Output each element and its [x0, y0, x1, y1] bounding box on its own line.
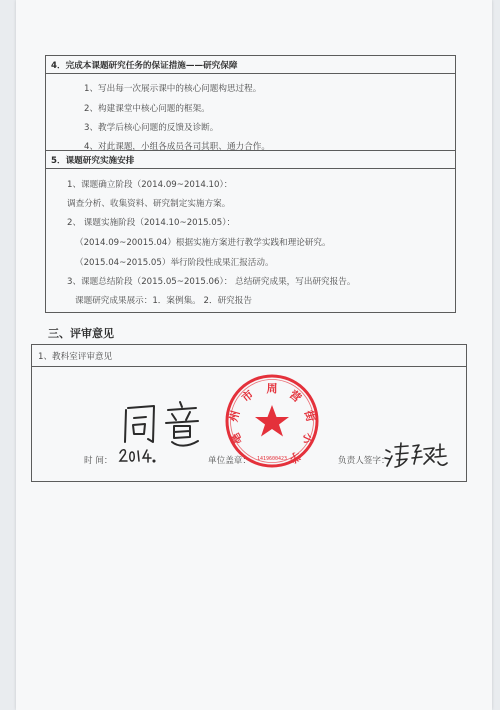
handwritten-opinion-signature: [118, 398, 210, 450]
review-heading: 三、评审意见: [48, 327, 114, 340]
review-table-bottom: [31, 481, 467, 482]
section5-line: （2015.04~2015.05）举行阶段性成果汇报活动。: [75, 258, 274, 268]
review-table-top: [31, 344, 467, 345]
official-seal-stamp: [223, 372, 321, 470]
svg-text:小: 小: [298, 430, 316, 447]
svg-text:1419600423: 1419600423: [256, 456, 288, 462]
unit-stamp-label: 单位盖章：: [208, 456, 251, 466]
section5-line: 调查分析、收集资料、研究制定实施方案。: [67, 199, 231, 209]
section5-line: 3、课题总结阶段（2015.05~2015.06）： 总结研究成果，写出研究报告。: [67, 277, 356, 287]
leader-signature-label: 负责人签字：: [338, 456, 390, 466]
section5-line: 2、 课题实施阶段（2014.10~2015.05）：: [67, 218, 236, 228]
section5-line: （2014.09~20015.04）根据实施方案进行教学实践和理论研究。: [75, 238, 331, 248]
table-border-left: [45, 55, 46, 313]
review-subheading: 1、教科室评审意见: [38, 352, 113, 362]
section5-line: 1、课题确立阶段（2014.09~2014.10）：: [67, 180, 233, 190]
svg-text:亳: 亳: [228, 430, 246, 447]
section4-item: 4、对此课题，小组各成员各司其职、通力合作。: [84, 142, 270, 152]
table-border-right: [455, 55, 456, 313]
review-table-right: [466, 344, 467, 482]
svg-text:周: 周: [266, 382, 278, 395]
section5-title: 5．课题研究实施安排: [51, 156, 135, 166]
row-divider: [45, 73, 456, 74]
svg-text:街: 街: [301, 409, 318, 424]
row-divider: [45, 168, 456, 169]
section4-item: 1、写出每一次展示课中的核心问题构思过程。: [84, 84, 262, 94]
section5-line: 课题研究成果展示：1．案例集。 2．研究报告: [75, 296, 252, 306]
leader-handwritten-signature: [384, 440, 448, 470]
svg-text:市: 市: [239, 387, 257, 405]
time-label: 时 间：: [84, 456, 113, 466]
svg-text:州: 州: [226, 409, 243, 424]
review-table-left: [31, 344, 32, 482]
svg-text:学: 学: [286, 448, 304, 466]
review-row-divider: [31, 366, 467, 367]
section4-title: 4．完成本课题研究任务的保证措施——研究保障: [51, 61, 238, 71]
table-border-bottom: [45, 312, 456, 313]
handwritten-date: [118, 446, 156, 466]
section4-item: 2、构建课堂中核心问题的框架。: [84, 104, 210, 114]
section4-item: 3、教学后核心问题的反馈及诊断。: [84, 123, 219, 133]
table-border-top: [45, 55, 456, 56]
svg-text:营: 营: [286, 387, 304, 405]
